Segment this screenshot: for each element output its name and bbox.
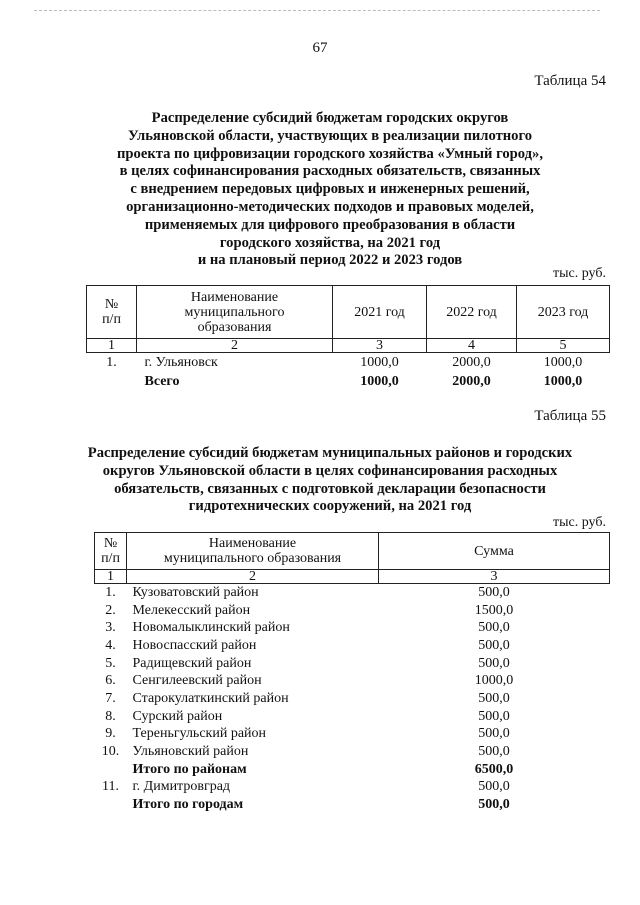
table54-units: тыс. руб.	[553, 266, 606, 281]
table54-colnum: 2	[137, 339, 333, 353]
subtotal-cities-row	[95, 796, 610, 813]
row-number: 1.	[95, 584, 127, 602]
row-value-2021: 1000,0	[333, 353, 427, 374]
table54-header-num: № п/п	[87, 286, 137, 339]
row-value-2022: 2000,0	[427, 353, 517, 374]
table55-header-num: № п/п	[95, 533, 127, 570]
table54-header-2021: 2021 год	[333, 286, 427, 339]
subtotal-cities-label: Итого по городам	[132, 796, 244, 812]
row-number: 11.	[102, 779, 119, 795]
row-name: Новомалыклинский район	[132, 620, 290, 636]
subtotal-districts-sum: 6500,0	[474, 761, 514, 777]
total-label: Всего	[144, 374, 180, 389]
row-name: г. Ульяновск	[137, 353, 333, 374]
row-sum: 500,0	[478, 726, 510, 742]
row-name: Мелекесский район	[132, 602, 251, 618]
table54-colnum-row	[87, 339, 610, 353]
row-number: 1.	[87, 353, 137, 374]
table54-colnum: 5	[517, 339, 610, 353]
row-sum: 500,0	[478, 744, 510, 760]
row-number: 9.	[105, 726, 116, 742]
table54	[86, 285, 610, 391]
table54-colnum: 4	[427, 339, 517, 353]
table-row	[95, 619, 610, 637]
table55-colnum: 1	[95, 570, 127, 584]
table54-colnum: 3	[333, 339, 427, 353]
table54-colnum: 1	[87, 339, 137, 353]
table-row	[95, 637, 610, 655]
subtotal-districts-label: Итого по районам	[132, 761, 247, 777]
table-row	[95, 602, 610, 620]
row-number: 6.	[105, 673, 116, 689]
table55-colnum-row	[95, 570, 610, 584]
table55-header-name: Наименование муниципального образования	[127, 533, 379, 570]
table54-header-2023: 2023 год	[517, 286, 610, 339]
table-row	[95, 655, 610, 673]
subtotal-cities-sum: 500,0	[478, 796, 510, 812]
page-number: 67	[312, 40, 328, 56]
table55-label: Таблица 55	[534, 408, 606, 424]
row-number: 2.	[105, 602, 116, 618]
table54-title: Распределение субсидий бюджетам городских округов Ульяновской области, участвующих в реализации пилотного проекта по цифровизации городского хозяйства «Умный город», в целях софинансирования расходных обязательств, связанных с внедрением передовых цифровых и инженерных решений, организационно-методических подходов и правовых моделей, применяемых для цифрового преобразования в области городского хозяйства, на 2021 год и на плановый период 2022 и 2023 годов	[117, 110, 543, 269]
table-row	[95, 779, 610, 796]
row-sum: 500,0	[478, 779, 510, 795]
row-sum: 500,0	[379, 584, 610, 602]
table-row	[95, 726, 610, 744]
row-name: Сурский район	[132, 708, 223, 724]
table-row	[95, 672, 610, 690]
table-row	[87, 353, 610, 374]
table55-units: тыс. руб.	[553, 515, 606, 530]
row-name: Кузоватовский район	[127, 584, 379, 602]
row-sum: 500,0	[478, 620, 510, 636]
table-row	[95, 690, 610, 708]
row-name: г. Димитровград	[132, 779, 231, 795]
row-name: Новоспасский район	[132, 637, 257, 653]
table55-header-row	[95, 533, 610, 570]
row-value-2023: 1000,0	[517, 353, 610, 374]
row-name: Тереньгульский район	[132, 726, 267, 742]
total-2023: 1000,0	[543, 374, 583, 389]
row-sum: 500,0	[478, 708, 510, 724]
subtotal-districts-row	[95, 761, 610, 779]
table-row	[95, 708, 610, 726]
table-row	[95, 743, 610, 761]
row-number: 10.	[101, 744, 120, 760]
total-2022: 2000,0	[452, 374, 491, 389]
table54-header-name: Наименование муниципального образования	[137, 286, 333, 339]
row-sum: 500,0	[478, 690, 510, 706]
table55-header-sum: Сумма	[379, 533, 610, 570]
table55	[94, 532, 610, 813]
total-2021: 1000,0	[360, 374, 399, 389]
row-name: Сенгилеевский район	[132, 673, 262, 689]
row-number: 7.	[105, 690, 116, 706]
table54-header-2022: 2022 год	[427, 286, 517, 339]
table-row	[95, 584, 610, 602]
table54-header-row	[87, 286, 610, 339]
total-row	[87, 373, 610, 391]
table55-colnum: 3	[379, 570, 610, 584]
row-name: Ульяновский район	[132, 744, 249, 760]
table55-colnum: 2	[127, 570, 379, 584]
table54-label: Таблица 54	[534, 73, 606, 89]
row-name: Радищевский район	[132, 655, 252, 671]
row-number: 8.	[105, 708, 116, 724]
row-sum: 500,0	[478, 637, 510, 653]
row-sum: 1000,0	[474, 673, 514, 689]
row-number: 3.	[105, 620, 116, 636]
row-sum: 500,0	[478, 655, 510, 671]
table55-title: Распределение субсидий бюджетам муниципальных районов и городских округов Ульяновской области в целях софинансирования расходных обязательств, связанных с подготовкой декларации безопасности гидротехнических сооружений, на 2021 год	[87, 445, 573, 515]
scan-edge-line	[34, 10, 600, 11]
row-sum: 1500,0	[474, 602, 514, 618]
row-number: 5.	[105, 655, 116, 671]
row-number: 4.	[105, 637, 116, 653]
row-name: Старокулаткинский район	[132, 690, 289, 706]
